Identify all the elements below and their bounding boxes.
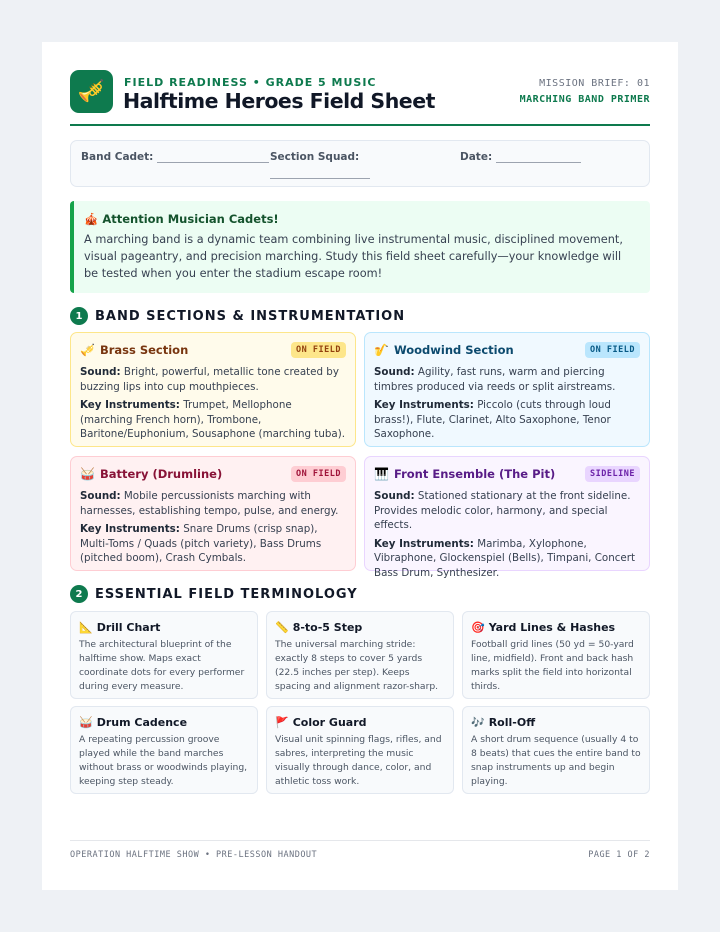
date-field[interactable] (460, 151, 581, 163)
term-card-8-to-5-step (266, 611, 454, 699)
term-card-drum-cadence (70, 706, 258, 794)
date-blank[interactable] (496, 153, 581, 163)
header (70, 70, 650, 126)
term-body: Visual unit spinning flags, rifles, and sabres, interpreting the music visually through dance, color, and athletic toss work. (275, 734, 442, 787)
card-instruments: Key Instruments: Trumpet, Mellophone (marching French horn), Trombone, Baritone/Euphonium, Sousaphone (marching tuba). (80, 399, 345, 440)
section-heading-2 (70, 584, 358, 604)
trumpet-icon: 🎺 (80, 343, 95, 357)
term-card-color-guard (266, 706, 454, 794)
eyebrow: FIELD READINESS • GRADE 5 MUSIC (124, 76, 377, 89)
card-sound: Sound: Agility, fast runs, warm and piercing timbres produced via reeds or split airstreams. (374, 366, 616, 393)
band-cadet-field[interactable] (81, 151, 269, 163)
term-body: The architectural blueprint of the halftime show. Maps exact coordinate dots for every performer during every measure. (79, 639, 245, 692)
footer-divider (70, 840, 650, 841)
term-body: The universal marching stride: exactly 8 steps to cover 5 yards (22.5 inches per step). Keeps spacing and alignment razor-sharp. (275, 639, 439, 692)
section-squad-blank[interactable] (270, 169, 370, 179)
attention-callout (70, 201, 650, 293)
term-body: A short drum sequence (usually 4 to 8 beats) that cues the entire band to snap instruments up and begin playing. (471, 734, 641, 787)
term-card-drill-chart (70, 611, 258, 699)
term-body: A repeating percussion groove played while the band marches without brass or woodwinds playing, keeping step steady. (79, 734, 248, 787)
saxophone-icon: 🎷 (374, 343, 389, 357)
student-info-box (70, 140, 650, 187)
header-divider (70, 124, 650, 126)
status-badge: ON FIELD (291, 466, 346, 482)
term-title: Color Guard (292, 715, 367, 729)
card-instruments: Key Instruments: Piccolo (cuts through loud brass!), Flute, Clarinet, Alto Saxophone, Tenor Saxophone. (374, 399, 611, 440)
footer-left: OPERATION HALFTIME SHOW • PRE-LESSON HANDOUT (70, 850, 318, 860)
page-number: PAGE 1 OF 2 (588, 850, 650, 860)
term-body: Football grid lines (50 yd = 50-yard line, midfield). Front and back hash marks split the field into horizontal thirds. (471, 639, 634, 692)
card-sound: Sound: Bright, powerful, metallic tone created by buzzing lips into cup mouthpieces. (80, 366, 339, 393)
attention-heading: 🎪 Attention Musician Cadets! (84, 212, 279, 226)
card-instruments: Key Instruments: Snare Drums (crisp snap), Multi-Toms / Quads (pitch variety), Bass Drums (pitched boom), Crash Cymbals. (80, 523, 322, 564)
woodwind-section-card (364, 332, 650, 447)
section-squad-label: Section Squad: (270, 151, 360, 163)
band-cadet-blank[interactable] (157, 153, 269, 163)
handout-page (42, 42, 678, 890)
card-title: Battery (Drumline) (99, 467, 223, 481)
battery-section-card (70, 456, 356, 571)
term-title: 8-to-5 Step (292, 620, 363, 634)
card-instruments: Key Instruments: Marimba, Xylophone, Vibraphone, Glockenspiel (Bells), Timpani, Concert Bass Drum, Synthesizer. (374, 537, 636, 579)
brass-section-card (70, 332, 356, 447)
term-card-roll-off (462, 706, 650, 794)
attention-body: A marching band is a dynamic team combining live instrumental music, disciplined movement, visual pageantry, and precision marching. Study this field sheet carefully—your knowledge will be tested when you enter the stadium escape room! (84, 233, 623, 280)
section-title: BAND SECTIONS & INSTRUMENTATION (95, 308, 406, 324)
term-card-yard-lines (462, 611, 650, 699)
card-title: Brass Section (99, 343, 189, 357)
card-sound: Sound: Mobile percussionists marching with harnesses, establishing tempo, pulse, and energy. (80, 490, 339, 517)
card-title: Front Ensemble (The Pit) (393, 467, 556, 481)
primer-label: MARCHING BAND PRIMER (519, 94, 650, 105)
section-number: 1 (70, 307, 88, 325)
section-number: 2 (70, 585, 88, 603)
card-title: Woodwind Section (393, 343, 514, 357)
section-heading-1 (70, 306, 405, 326)
card-sound: Sound: Stationed stationary at the front sideline. Provides melodic color, harmony, and special effects. (374, 490, 631, 531)
date-label: Date: (460, 151, 493, 163)
music-notes-icon: 🎶 (471, 715, 485, 729)
drum-icon: 🥁 (79, 715, 93, 729)
term-title: Drill Chart (96, 620, 161, 634)
term-title: Roll-Off (488, 715, 536, 729)
triangle-ruler-icon: 📐 (79, 620, 93, 634)
term-title: Yard Lines & Hashes (488, 620, 616, 634)
status-badge: ON FIELD (585, 342, 640, 358)
page-content (70, 70, 650, 860)
section-squad-field[interactable] (270, 151, 370, 179)
mission-brief: MISSION BRIEF: 01 (539, 78, 650, 89)
status-badge: ON FIELD (291, 342, 346, 358)
front-ensemble-card (364, 456, 650, 579)
ruler-icon: 📏 (275, 620, 289, 634)
keyboard-icon: 🎹 (374, 467, 389, 481)
section-title: ESSENTIAL FIELD TERMINOLOGY (95, 586, 358, 602)
flag-icon: 🚩 (275, 715, 289, 729)
status-badge: SIDELINE (585, 466, 640, 482)
page-title: Halftime Heroes Field Sheet (123, 89, 435, 113)
drum-icon: 🥁 (80, 467, 95, 481)
target-icon: 🎯 (471, 620, 485, 634)
term-title: Drum Cadence (96, 715, 188, 729)
trumpet-icon: 🎺 (70, 70, 113, 113)
band-cadet-label: Band Cadet: (81, 151, 154, 163)
